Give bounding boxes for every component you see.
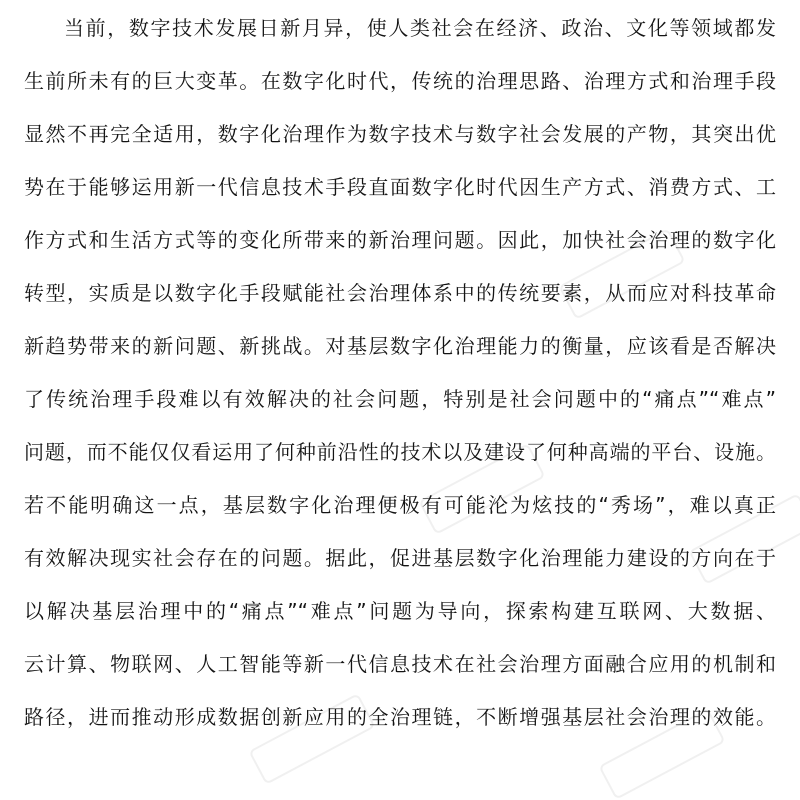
paragraph-line-9: 问题，而不能仅仅看运用了何种前沿性的技术以及建设了何种高端的平台、设施。 [24, 440, 776, 464]
paragraph-line-14: 路径，进而推动形成数据创新应用的全治理链，不断增强基层社会治理的效能。 [24, 705, 776, 729]
paragraph-line-10: 若不能明确这一点，基层数字化治理便极有可能沦为炫技的“秀场”，难以真正 [24, 493, 776, 517]
paragraph-line-7: 新趋势带来的新问题、新挑战。对基层数字化治理能力的衡量，应该看是否解决 [24, 334, 776, 358]
paragraph-line-4: 势在于能够运用新一代信息技术手段直面数字化时代因生产方式、消费方式、工 [24, 175, 776, 199]
paragraph-line-11: 有效解决现实社会存在的问题。据此，促进基层数字化治理能力建设的方向在于 [24, 546, 776, 570]
paragraph-line-8: 了传统治理手段难以有效解决的社会问题，特别是社会问题中的“痛点”“难点” [24, 387, 776, 411]
paragraph-line-6: 转型，实质是以数字化手段赋能社会治理体系中的传统要素，从而应对科技革命 [24, 281, 776, 305]
paragraph-line-1: 当前，数字技术发展日新月异，使人类社会在经济、政治、文化等领域都发 [64, 16, 776, 40]
paragraph-line-13: 云计算、物联网、人工智能等新一代信息技术在社会治理方面融合应用的机制和 [24, 652, 776, 676]
paragraph-line-3: 显然不再完全适用，数字化治理作为数字技术与数字社会发展的产物，其突出优 [24, 122, 776, 146]
paragraph-line-2: 生前所未有的巨大变革。在数字化时代，传统的治理思路、治理方式和治理手段 [24, 69, 776, 93]
paragraph-line-5: 作方式和生活方式等的变化所带来的新治理问题。因此，加快社会治理的数字化 [24, 228, 776, 252]
paragraph-line-12: 以解决基层治理中的“痛点”“难点”问题为导向，探索构建互联网、大数据、 [24, 599, 776, 623]
